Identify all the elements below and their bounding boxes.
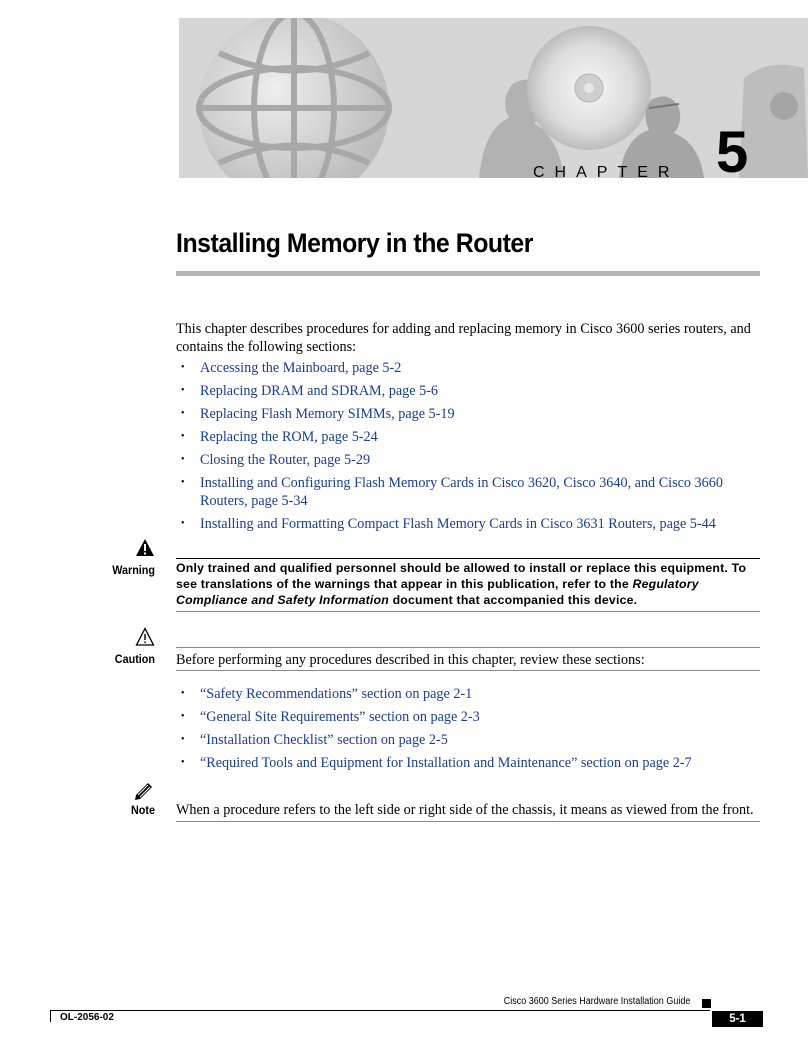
warning-text-part: document that accompanied this device. <box>388 593 638 607</box>
caution-section-link[interactable]: • “Safety Recommendations” section on page 2-1 <box>176 685 756 703</box>
chapter-number: 5 <box>716 120 749 185</box>
caution-top-rule <box>176 647 760 648</box>
footer-doc-number: OL-2056-02 <box>60 1012 114 1023</box>
warning-bottom-rule <box>176 611 760 612</box>
note-pencil-icon <box>133 780 155 800</box>
caution-bottom-rule <box>176 670 760 671</box>
caution-section-link[interactable]: • “Required Tools and Equipment for Installation and Maintenance” section on page 2-7 <box>176 754 756 772</box>
section-link[interactable]: • Replacing the ROM, page 5-24 <box>176 428 756 446</box>
warning-text-part: Only trained and qualified personnel should be allowed to install or replace this equipment. To see translations of the warnings that appear in this publication, refer to the <box>176 561 747 591</box>
caution-label: Caution <box>114 652 155 666</box>
page-number-badge: 5-1 <box>712 1011 763 1027</box>
banner-illustration <box>179 18 808 178</box>
caution-link-list <box>176 685 756 772</box>
title-rule <box>176 271 760 276</box>
caution-section-link[interactable]: • “General Site Requirements” section on page 2-3 <box>176 708 756 726</box>
footer-rule <box>50 1010 710 1011</box>
warning-top-rule <box>176 558 760 559</box>
warning-text-italic: Regulatory Compliance and Safety Information <box>176 577 699 607</box>
section-list <box>176 359 756 533</box>
section-link[interactable]: • Replacing Flash Memory SIMMs, page 5-19 <box>176 405 756 423</box>
caution-text: Before performing any procedures described in this chapter, review these sections: <box>176 652 645 668</box>
intro-paragraph: This chapter describes procedures for adding and replacing memory in Cisco 3600 series routers, and contains the following sections: <box>176 321 751 355</box>
footer-tick <box>50 1010 51 1022</box>
note-label: Note <box>130 803 155 817</box>
section-link[interactable]: • Installing and Configuring Flash Memory Cards in Cisco 3620, Cisco 3640, and Cisco 3660 Routers, page 5-34 <box>176 474 756 510</box>
caution-section-link[interactable]: • “Installation Checklist” section on page 2-5 <box>176 731 756 749</box>
section-link[interactable]: • Accessing the Mainboard, page 5-2 <box>176 359 756 377</box>
note-text: When a procedure refers to the left side or right side of the chassis, it means as viewed from the front. <box>176 802 754 818</box>
chapter-label: CHAPTER <box>533 164 680 181</box>
warning-text <box>176 560 756 608</box>
section-link[interactable]: • Installing and Formatting Compact Flash Memory Cards in Cisco 3631 Routers, page 5-44 <box>176 515 756 533</box>
warning-label: Warning <box>112 563 155 577</box>
section-link[interactable]: • Closing the Router, page 5-29 <box>176 451 756 469</box>
page-title: Installing Memory in the Router <box>176 228 534 258</box>
warning-icon <box>135 538 155 558</box>
section-link[interactable]: • Replacing DRAM and SDRAM, page 5-6 <box>176 382 756 400</box>
footer-marker <box>702 999 711 1008</box>
footer-guide-title: Cisco 3600 Series Hardware Installation Guide <box>503 996 690 1007</box>
caution-icon <box>135 627 155 647</box>
note-bottom-rule <box>176 821 760 822</box>
chapter-banner-image <box>179 18 808 178</box>
